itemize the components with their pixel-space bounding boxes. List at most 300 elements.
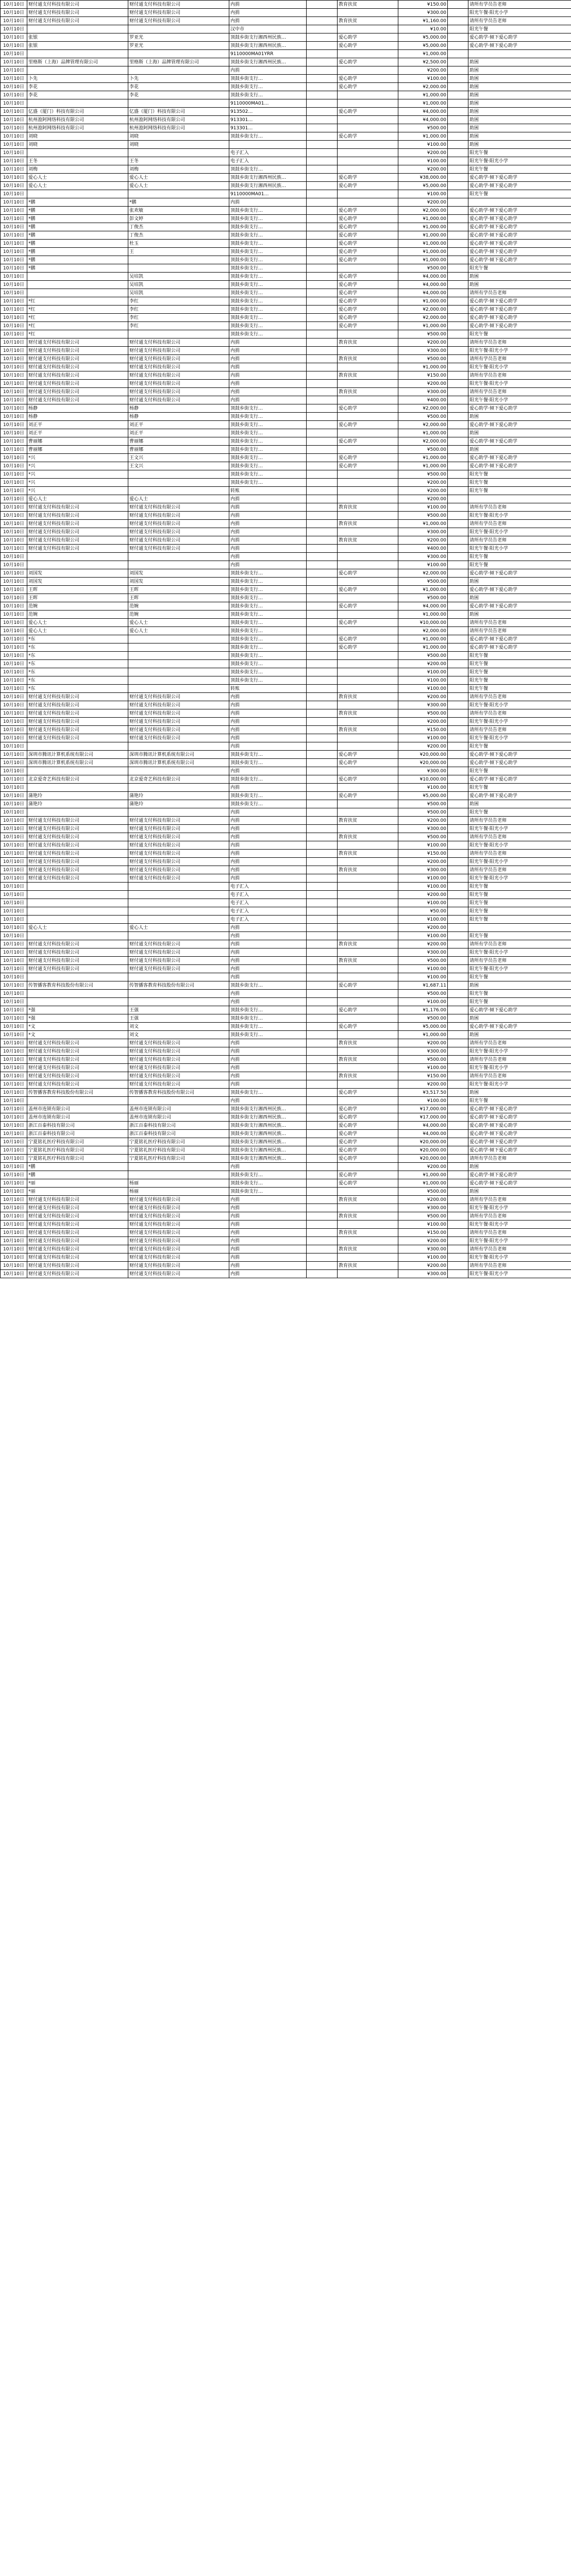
amount-cell: ¥1,000.00: [398, 1179, 448, 1188]
project-cell: [338, 965, 398, 973]
amount-cell: ¥100.00: [398, 784, 448, 792]
payer-cell: 曹丽娜: [128, 446, 229, 454]
type-cell: [307, 800, 338, 808]
purpose-cell: 阳光午餐·阳光小学: [468, 363, 571, 371]
donor-cell: [27, 289, 128, 297]
payer-cell: 卜先: [128, 75, 229, 83]
memo-cell: [448, 116, 468, 124]
table-row: [1, 602, 571, 611]
purpose-cell: 爱心助学·倾下爱心助学: [468, 751, 571, 759]
memo-cell: [448, 141, 468, 149]
type-cell: [307, 83, 338, 91]
project-cell: 爱心助学: [338, 792, 398, 800]
table-row: [1, 1229, 571, 1237]
payer-cell: 财付通支付科技有限公司: [128, 512, 229, 520]
date-cell: 10月10日: [1, 1072, 27, 1080]
channel-cell: 电子汇入: [229, 891, 307, 899]
project-cell: 教育扶贫: [338, 355, 398, 363]
project-cell: 爱心助学: [338, 256, 398, 264]
amount-cell: ¥150.00: [398, 850, 448, 858]
date-cell: 10月10日: [1, 916, 27, 924]
donor-cell: *兴: [27, 454, 128, 462]
table-row: [1, 355, 571, 363]
channel-cell: 内捐: [229, 1212, 307, 1221]
payer-cell: 财付通支付科技有限公司: [128, 17, 229, 25]
project-cell: [338, 190, 398, 198]
table-row: [1, 932, 571, 940]
amount-cell: ¥100.00: [398, 1253, 448, 1262]
table-row: [1, 899, 571, 907]
amount-cell: ¥1,687.11: [398, 981, 448, 990]
memo-cell: [448, 742, 468, 751]
memo-cell: [448, 1221, 468, 1229]
memo-cell: [448, 174, 468, 182]
donor-cell: 财付通支付科技有限公司: [27, 1, 128, 9]
table-row: [1, 553, 571, 561]
channel-cell: 内捐: [229, 965, 307, 973]
payer-cell: 王冬: [128, 157, 229, 165]
table-row: [1, 1204, 571, 1212]
donor-cell: 财付通支付科技有限公司: [27, 1212, 128, 1221]
memo-cell: [448, 957, 468, 965]
type-cell: [307, 850, 338, 858]
donor-cell: 李花: [27, 83, 128, 91]
channel-cell: 913301…: [229, 116, 307, 124]
date-cell: 10月10日: [1, 33, 27, 42]
channel-cell: 顶鼓乡街支行…: [229, 231, 307, 240]
purpose-cell: 阳光午餐·阳光小学: [468, 874, 571, 883]
payer-cell: [128, 553, 229, 561]
channel-cell: 电子汇入: [229, 157, 307, 165]
channel-cell: 内捐: [229, 924, 307, 932]
amount-cell: ¥38,000.00: [398, 174, 448, 182]
date-cell: 10月10日: [1, 223, 27, 231]
type-cell: [307, 1270, 338, 1278]
purpose-cell: 爱心助学·倾下爱心助学: [468, 602, 571, 611]
channel-cell: 内捐: [229, 1196, 307, 1204]
donor-cell: [27, 281, 128, 289]
project-cell: 爱心助学: [338, 273, 398, 281]
purpose-cell: 助困: [468, 58, 571, 66]
date-cell: 10月10日: [1, 116, 27, 124]
purpose-cell: 阳光午餐: [468, 149, 571, 157]
amount-cell: ¥2,000.00: [398, 207, 448, 215]
date-cell: 10月10日: [1, 742, 27, 751]
channel-cell: 顶鼓乡街支行…: [229, 751, 307, 759]
project-cell: 爱心助学: [338, 322, 398, 330]
date-cell: 10月10日: [1, 973, 27, 981]
type-cell: [307, 817, 338, 825]
purpose-cell: 请所有学员告老师: [468, 866, 571, 874]
project-cell: 爱心助学: [338, 1122, 398, 1130]
purpose-cell: 阳光午餐: [468, 891, 571, 899]
channel-cell: 顶鼓乡街支行…: [229, 578, 307, 586]
table-row: [1, 347, 571, 355]
purpose-cell: 请所有学员告老师: [468, 619, 571, 627]
type-cell: [307, 1188, 338, 1196]
purpose-cell: 请所有学员告老师: [468, 850, 571, 858]
type-cell: [307, 512, 338, 520]
amount-cell: ¥1,000.00: [398, 50, 448, 58]
channel-cell: 顶鼓乡街支行…: [229, 165, 307, 174]
type-cell: [307, 734, 338, 742]
purpose-cell: [468, 495, 571, 503]
amount-cell: ¥100.00: [398, 1221, 448, 1229]
donor-cell: 财付通支付科技有限公司: [27, 1253, 128, 1262]
purpose-cell: 请所有学员告老师: [468, 1196, 571, 1204]
table-row: [1, 396, 571, 404]
project-cell: [338, 883, 398, 891]
donor-cell: 财付通支付科技有限公司: [27, 396, 128, 404]
memo-cell: [448, 132, 468, 141]
table-row: [1, 1, 571, 9]
project-cell: 教育扶贫: [338, 388, 398, 396]
purpose-cell: 爱心助学·倾下爱心助学: [468, 207, 571, 215]
purpose-cell: 爱心助学·倾下爱心助学: [468, 462, 571, 470]
memo-cell: [448, 850, 468, 858]
payer-cell: 刘国发: [128, 569, 229, 578]
table-row: [1, 124, 571, 132]
type-cell: [307, 9, 338, 17]
donor-cell: *东: [27, 643, 128, 652]
memo-cell: [448, 363, 468, 371]
type-cell: [307, 981, 338, 990]
payer-cell: 宁夏铭礼医疗科技有限公司: [128, 1146, 229, 1155]
memo-cell: [448, 808, 468, 817]
table-row: [1, 512, 571, 520]
memo-cell: [448, 998, 468, 1006]
channel-cell: 内捐: [229, 841, 307, 850]
table-row: [1, 462, 571, 470]
table-row: [1, 751, 571, 759]
payer-cell: [128, 1163, 229, 1171]
memo-cell: [448, 380, 468, 388]
donor-cell: 蒲艳玲: [27, 800, 128, 808]
type-cell: [307, 726, 338, 734]
type-cell: [307, 437, 338, 446]
type-cell: [307, 355, 338, 363]
payer-cell: 王文兴: [128, 462, 229, 470]
date-cell: 10月10日: [1, 141, 27, 149]
donor-cell: *丽: [27, 1179, 128, 1188]
type-cell: [307, 314, 338, 322]
amount-cell: ¥200.00: [398, 338, 448, 347]
memo-cell: [448, 165, 468, 174]
purpose-cell: 阳光午餐: [468, 676, 571, 685]
table-row: [1, 709, 571, 718]
memo-cell: [448, 223, 468, 231]
channel-cell: 内捐: [229, 1097, 307, 1105]
channel-cell: 内捐: [229, 198, 307, 207]
table-row: [1, 924, 571, 932]
payer-cell: 吴培凯: [128, 281, 229, 289]
donor-cell: 财付通支付科技有限公司: [27, 734, 128, 742]
type-cell: [307, 1023, 338, 1031]
purpose-cell: 阳光午餐·阳光小学: [468, 396, 571, 404]
payer-cell: [128, 330, 229, 338]
payer-cell: 财付通支付科技有限公司: [128, 1221, 229, 1229]
donor-cell: 盖州市连锁有限公司: [27, 1105, 128, 1113]
purpose-cell: 爱心助学·倾下爱心助学: [468, 314, 571, 322]
table-row: [1, 998, 571, 1006]
purpose-cell: 爱心助学·倾下爱心助学: [468, 256, 571, 264]
channel-cell: 顶鼓乡街支行…: [229, 413, 307, 421]
table-row: [1, 1031, 571, 1039]
payer-cell: 财付通支付科技有限公司: [128, 709, 229, 718]
date-cell: 10月10日: [1, 1146, 27, 1155]
donor-cell: [27, 899, 128, 907]
channel-cell: 内捐: [229, 850, 307, 858]
project-cell: [338, 734, 398, 742]
donor-cell: 财付通支付科技有限公司: [27, 1047, 128, 1056]
table-row: [1, 1179, 571, 1188]
purpose-cell: 爱心助学·倾下爱心助学: [468, 223, 571, 231]
amount-cell: ¥2,000.00: [398, 437, 448, 446]
memo-cell: [448, 157, 468, 165]
type-cell: [307, 676, 338, 685]
project-cell: [338, 784, 398, 792]
date-cell: 10月10日: [1, 503, 27, 512]
table-row: [1, 784, 571, 792]
donor-cell: *东: [27, 652, 128, 660]
channel-cell: 内捐: [229, 858, 307, 866]
date-cell: 10月10日: [1, 1089, 27, 1097]
date-cell: 10月10日: [1, 569, 27, 578]
project-cell: [338, 973, 398, 981]
project-cell: [338, 668, 398, 676]
memo-cell: [448, 479, 468, 487]
memo-cell: [448, 916, 468, 924]
channel-cell: 内捐: [229, 1229, 307, 1237]
memo-cell: [448, 536, 468, 545]
type-cell: [307, 916, 338, 924]
purpose-cell: 爱心助学·倾下爱心助学: [468, 792, 571, 800]
channel-cell: 内捐: [229, 1270, 307, 1278]
type-cell: [307, 1221, 338, 1229]
table-row: [1, 668, 571, 676]
purpose-cell: 请所有学员告老师: [468, 940, 571, 948]
memo-cell: [448, 759, 468, 767]
project-cell: [338, 1031, 398, 1039]
date-cell: 10月10日: [1, 1196, 27, 1204]
memo-cell: [448, 709, 468, 718]
purpose-cell: 爱心助学·倾下爱心助学: [468, 1138, 571, 1146]
project-cell: 爱心助学: [338, 281, 398, 289]
date-cell: 10月10日: [1, 1105, 27, 1113]
type-cell: [307, 528, 338, 536]
type-cell: [307, 223, 338, 231]
project-cell: 爱心助学: [338, 1006, 398, 1014]
project-cell: 爱心助学: [338, 231, 398, 240]
payer-cell: 亿盛（厦门）科技有限公司: [128, 108, 229, 116]
purpose-cell: 请所有学员告老师: [468, 957, 571, 965]
payer-cell: 浙江百泰科技有限公司: [128, 1122, 229, 1130]
memo-cell: [448, 569, 468, 578]
type-cell: [307, 553, 338, 561]
project-cell: 教育扶贫: [338, 520, 398, 528]
payer-cell: 李红: [128, 306, 229, 314]
channel-cell: 顶鼓乡街支行…: [229, 1006, 307, 1014]
purpose-cell: 请所有学员告老师: [468, 1039, 571, 1047]
date-cell: 10月10日: [1, 1064, 27, 1072]
type-cell: [307, 1039, 338, 1047]
date-cell: 10月10日: [1, 42, 27, 50]
type-cell: [307, 948, 338, 957]
date-cell: 10月10日: [1, 231, 27, 240]
channel-cell: 内捐: [229, 1262, 307, 1270]
project-cell: 教育扶贫: [338, 957, 398, 965]
payer-cell: 吴培凯: [128, 289, 229, 297]
purpose-cell: 爱心助学·倾下爱心助学: [468, 182, 571, 190]
donor-cell: 财付通支付科技有限公司: [27, 347, 128, 355]
donor-cell: 财付通支付科技有限公司: [27, 520, 128, 528]
payer-cell: 财付通支付科技有限公司: [128, 355, 229, 363]
memo-cell: [448, 338, 468, 347]
donor-cell: 深圳市腾讯计算机系统有限公司: [27, 751, 128, 759]
payer-cell: [128, 652, 229, 660]
donor-cell: 刘正平: [27, 421, 128, 429]
project-cell: 教育扶贫: [338, 1212, 398, 1221]
type-cell: [307, 42, 338, 50]
table-row: [1, 132, 571, 141]
channel-cell: 顶鼓乡街支行…: [229, 1188, 307, 1196]
purpose-cell: 阳光午餐: [468, 561, 571, 569]
donor-cell: 财付通支付科技有限公司: [27, 388, 128, 396]
memo-cell: [448, 858, 468, 866]
payer-cell: [128, 561, 229, 569]
date-cell: 10月10日: [1, 91, 27, 99]
memo-cell: [448, 1122, 468, 1130]
donor-cell: 爱心人士: [27, 495, 128, 503]
memo-cell: [448, 1262, 468, 1270]
amount-cell: ¥300.00: [398, 1047, 448, 1056]
type-cell: [307, 759, 338, 767]
type-cell: [307, 545, 338, 553]
donor-cell: 财付通支付科技有限公司: [27, 363, 128, 371]
type-cell: [307, 701, 338, 709]
payer-cell: 财付通支付科技有限公司: [128, 858, 229, 866]
type-cell: [307, 858, 338, 866]
payer-cell: 财付通支付科技有限公司: [128, 817, 229, 825]
donor-cell: 财付通支付科技有限公司: [27, 1237, 128, 1245]
date-cell: 10月10日: [1, 660, 27, 668]
table-row: [1, 1105, 571, 1113]
payer-cell: 财付通支付科技有限公司: [128, 957, 229, 965]
date-cell: 10月10日: [1, 380, 27, 388]
payer-cell: [128, 264, 229, 273]
type-cell: [307, 404, 338, 413]
project-cell: [338, 611, 398, 619]
channel-cell: [229, 141, 307, 149]
donor-cell: 爱心人士: [27, 174, 128, 182]
type-cell: [307, 751, 338, 759]
donor-cell: 财付通支付科技有限公司: [27, 709, 128, 718]
payer-cell: 刘晓: [128, 132, 229, 141]
table-row: [1, 446, 571, 454]
date-cell: 10月10日: [1, 932, 27, 940]
amount-cell: ¥1,000.00: [398, 248, 448, 256]
channel-cell: 顶鼓乡街支行…: [229, 759, 307, 767]
table-row: [1, 685, 571, 693]
channel-cell: 顶鼓乡街支行…: [229, 281, 307, 289]
payer-cell: 财付通支付科技有限公司: [128, 1204, 229, 1212]
type-cell: [307, 1245, 338, 1253]
amount-cell: ¥100.00: [398, 998, 448, 1006]
channel-cell: 顶鼓乡街支行…: [229, 479, 307, 487]
payer-cell: [128, 916, 229, 924]
project-cell: 爱心助学: [338, 421, 398, 429]
purpose-cell: 阳光午餐: [468, 767, 571, 775]
amount-cell: ¥500.00: [398, 1014, 448, 1023]
payer-cell: 财付通支付科技有限公司: [128, 1262, 229, 1270]
donor-cell: 传智播客教育科技股份有限公司: [27, 981, 128, 990]
date-cell: 10月10日: [1, 363, 27, 371]
type-cell: [307, 454, 338, 462]
project-cell: 教育扶贫: [338, 338, 398, 347]
payer-cell: 刘文: [128, 1023, 229, 1031]
memo-cell: [448, 701, 468, 709]
date-cell: 10月10日: [1, 948, 27, 957]
amount-cell: ¥1,000.00: [398, 256, 448, 264]
channel-cell: 内捐: [229, 512, 307, 520]
payer-cell: 财付通支付科技有限公司: [128, 1064, 229, 1072]
payer-cell: 爱心人士: [128, 924, 229, 932]
channel-cell: 顶鼓乡街支行…: [229, 207, 307, 215]
donor-cell: [27, 742, 128, 751]
type-cell: [307, 388, 338, 396]
channel-cell: 电子汇入: [229, 907, 307, 916]
date-cell: 10月10日: [1, 1047, 27, 1056]
table-row: [1, 215, 571, 223]
purpose-cell: 助困: [468, 132, 571, 141]
donor-cell: *红: [27, 306, 128, 314]
payer-cell: 传智播客教育科技股份有限公司: [128, 981, 229, 990]
type-cell: [307, 495, 338, 503]
payer-cell: 李红: [128, 297, 229, 306]
project-cell: [338, 165, 398, 174]
type-cell: [307, 371, 338, 380]
donor-cell: *东: [27, 635, 128, 643]
date-cell: 10月10日: [1, 792, 27, 800]
project-cell: 爱心助学: [338, 75, 398, 83]
purpose-cell: 请所有学员告老师: [468, 1155, 571, 1163]
date-cell: 10月10日: [1, 495, 27, 503]
donor-cell: 财付通支付科技有限公司: [27, 9, 128, 17]
project-cell: [338, 512, 398, 520]
type-cell: [307, 198, 338, 207]
channel-cell: 内捐: [229, 503, 307, 512]
table-row: [1, 470, 571, 479]
memo-cell: [448, 833, 468, 841]
date-cell: 10月10日: [1, 1031, 27, 1039]
memo-cell: [448, 792, 468, 800]
date-cell: 10月10日: [1, 165, 27, 174]
table-row: [1, 256, 571, 264]
memo-cell: [448, 1006, 468, 1014]
date-cell: 10月10日: [1, 627, 27, 635]
payer-cell: 王强: [128, 1014, 229, 1023]
project-cell: [338, 429, 398, 437]
channel-cell: 顶鼓乡街支行…: [229, 569, 307, 578]
project-cell: [338, 25, 398, 33]
purpose-cell: 请所有学员告老师: [468, 338, 571, 347]
memo-cell: [448, 231, 468, 240]
memo-cell: [448, 429, 468, 437]
project-cell: [338, 652, 398, 660]
memo-cell: [448, 1245, 468, 1253]
donor-cell: 财付通支付科技有限公司: [27, 718, 128, 726]
donor-cell: 财付通支付科技有限公司: [27, 1204, 128, 1212]
